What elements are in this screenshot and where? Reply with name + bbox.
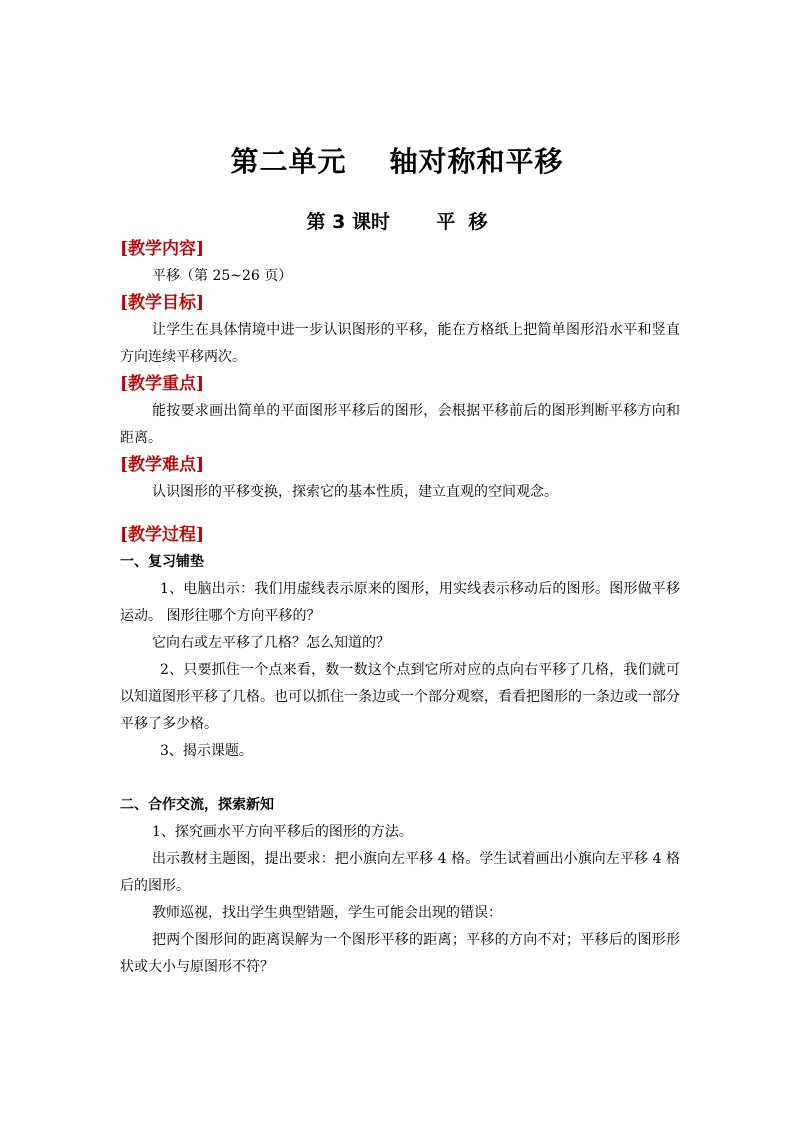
teaching-difficulty-text: 认识图形的平移变换，探索它的基本性质，建立直观的空间观念。 [152, 484, 558, 500]
part2-paragraph-2: 出示教材主题图，提出要求：把小旗向左平移 4 格。学生试着画出小旗向左平移 4 格后的图形。 [120, 851, 680, 894]
lesson-body [120, 236, 680, 981]
part1-heading: 一、复习铺垫 [120, 554, 204, 570]
part1-paragraph-3: 2、只要抓住一个点来看，数一数这个点到它所对应的点向右平移了几格，我们就可以知道图形平移了几格。也可以抓住一条边或一个部分观察，看看把图形的一条边或一部分平移了多少格。 [120, 662, 680, 732]
teaching-goal-text: 让学生在具体情境中进一步认识图形的平移，能在方格纸上把简单图形沿水平和竖直方向连续平移两次。 [120, 322, 680, 365]
part2-heading: 二、合作交流，探索新知 [120, 797, 274, 813]
unit-title: 第二单元 轴对称和平移 [230, 145, 564, 178]
teaching-key-header: [教学重点] [120, 374, 205, 394]
part2-paragraph-4: 把两个图形间的距离误解为一个图形平移的距离；平移的方向不对；平移后的图形形状或大小与原图形不符？ [120, 932, 680, 975]
teaching-content-header: [教学内容] [120, 239, 205, 259]
teaching-content-text: 平移（第 25~26 页） [152, 268, 293, 284]
teaching-goal-header: [教学目标] [120, 293, 205, 313]
part2-paragraph-1: 1、探究画水平方向平移后的图形的方法。 [152, 824, 413, 840]
part1-paragraph-4: 3、揭示课题。 [160, 743, 253, 759]
teaching-process-header: [教学过程] [120, 525, 205, 545]
part1-paragraph-2: 它向右或左平移了几格？怎么知道的？ [152, 635, 390, 651]
part1-paragraph-1: 1、电脑出示：我们用虚线表示原来的图形，用实线表示移动后的图形。图形做平移运动。 图形往哪个方向平移的？ [120, 581, 680, 624]
teaching-difficulty-header: [教学难点] [120, 455, 205, 475]
teaching-key-text: 能按要求画出简单的平面图形平移后的图形，会根据平移前后的图形判断平移方向和距离。 [120, 403, 680, 446]
lesson-title: 第 3 课时 平 移 [306, 211, 488, 233]
part2-paragraph-3: 教师巡视，找出学生典型错题，学生可能会出现的错误： [152, 905, 502, 921]
